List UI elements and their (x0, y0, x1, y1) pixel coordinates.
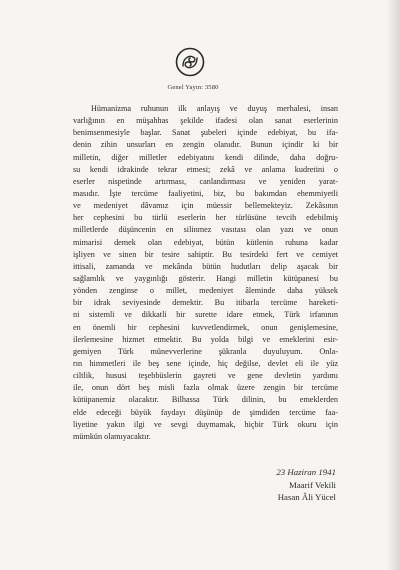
text-line: kütüpanemiz olacaktır. Bilhassa Türk dilinin, bu emeklerden (73, 395, 338, 405)
text-line: bir idrak seviyesinde demektir. Bu itibarla tercüme hareketi- (73, 298, 338, 308)
text-line: rın himmetleri ile beş sene içinde, hiç değilse, devlet eli ile yüz (73, 358, 338, 368)
text-line: milletin, diğer milletler edebiyatını kendi dilinde, daha doğru- (73, 152, 338, 162)
series-label: Genel Yayın: 3580 (167, 84, 219, 91)
text-line: her cephesini bu türlü eserlerin her türlüsüne tevcih edebilmiş (73, 213, 338, 223)
text-line: masıdır. İşte tercüme faaliyetini, biz, bu bakımdan ehemmiyetli (73, 188, 338, 198)
text-line: denin zihin unsurları en zengin olanıdır. Bunun içindir ki bir (73, 140, 338, 150)
signature-name: Hasan Âli Yücel (277, 492, 336, 503)
text-line: milletlerde düşüncenin en silinmez vasıtası olan yazı ve onun (73, 225, 338, 235)
signature-date: 23 Haziran 1941 (276, 467, 336, 477)
preface-text (73, 103, 338, 443)
text-line: liyetine yakın ilgi ve sevgi duymamak, hiçbir Türk okuru için (73, 419, 338, 429)
text-line: varlığının en müşahhas şekilde ifadesi olan sanat eserlerinin (73, 116, 338, 126)
publisher-emblem-icon (175, 47, 205, 77)
text-line: su kendi idrakinde tekrar etmesi; zekâ ve anlama kudretini o (73, 164, 338, 174)
text-line: ittisali, zamanda ve mekânda bütün hudutları delip aşacak bir (73, 261, 338, 271)
text-line: ile, onun dört beş misli fazla olmak üzere zengin bir tercüme (73, 383, 338, 393)
text-line: ni sistemli ve dikkatli bir surette idare etmek, Türk irfanının (73, 310, 338, 320)
text-line: işliyen ve sinen bir tesire sahiptir. Bu tesirdeki fert ve cemiyet (73, 249, 338, 259)
text-line: elde edeceği büyük faydayı düşünüp de şimdiden tercüme faa- (73, 407, 338, 417)
signature-title: Maarif Vekili (289, 479, 336, 490)
text-line: ilerlemesine hizmet etmektir. Bu yolda bilgi ve emeklerini esir- (73, 334, 338, 344)
text-line: sağlamlık ve yaygınlığı gösterir. Hangi milletin kütüpanesi bu (73, 273, 338, 283)
text-line: mimarisi demek olan edebiyat, bütün kütlenin ruhuna kadar (73, 237, 338, 247)
text-line: Hümanizma ruhunun ilk anlayış ve duyuş merhalesi, insan (91, 104, 338, 113)
text-line: ve medeniyet dâvamız için müessir bellemekteyiz. Zekâsının (73, 201, 338, 211)
text-line: en önemli bir cephesini kuvvetlendirmek, onun genişlemesine, (73, 322, 338, 332)
text-line: gemiyen Türk münevverlerine şükranla duyuluyum. Onla- (73, 346, 338, 356)
text-line: yönden zenginse o millet, medeniyet âleminde daha yüksek (73, 286, 338, 296)
text-line: benimsenmesiyle başlar. Sanat şubeleri içinde edebiyat, bu ifa- (73, 128, 338, 138)
text-line: eserler nispetinde artırması, canlandırması ve yeniden yarat- (73, 176, 338, 186)
text-line: mümkün olamıyacaktır. (73, 431, 151, 441)
signature-block (276, 466, 336, 504)
text-line: ciltlik, hususi teşebbüslerin gayreti ve gene devletin yardımı (73, 371, 338, 381)
page-gutter-shadow (386, 0, 400, 570)
